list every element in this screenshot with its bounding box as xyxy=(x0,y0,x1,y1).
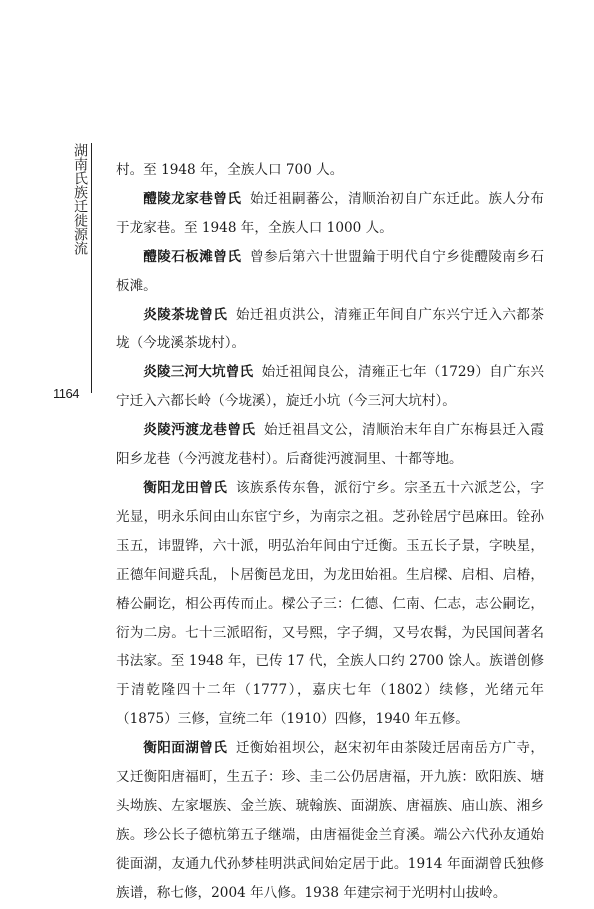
paragraph-shibantan xyxy=(116,243,544,301)
paragraph-text: 始迁祖昌文公，清顺治末年自广东梅县迁入霞阳乡龙巷（今沔渡龙巷村）。后裔徙沔渡洞里、十都等地。 xyxy=(116,422,544,468)
clan-heading: 醴陵龙家巷曾氏 xyxy=(143,190,242,207)
clan-heading: 炎陵沔渡龙巷曾氏 xyxy=(143,422,256,439)
paragraph-continued xyxy=(116,156,544,185)
paragraph-text: 始迁祖闻良公，清雍正七年（1729）自广东兴宁迁入六都长岭（今垅溪），旋迁小坑（今三河大坑村）。 xyxy=(116,364,545,410)
page-number: 1164 xyxy=(53,386,79,401)
paragraph-text: 始迁祖贞洪公，清雍正年间自广东兴宁迁入六都茶垅（今垅溪茶垅村）。 xyxy=(116,306,544,352)
clan-heading: 衡阳面湖曾氏 xyxy=(143,740,228,757)
paragraph-sanhe-dakeng xyxy=(116,358,544,416)
clan-heading: 衡阳龙田曾氏 xyxy=(143,479,228,496)
body-text xyxy=(116,156,544,908)
paragraph-text: 该族系传东鲁，派衍宁乡。宗圣五十六派芝公，字光显，明永乐间由山东宦宁乡，为南宗之祖。芝孙铨居宁邑麻田。铨孙玉五，讳盟铧，六十派，明弘治年间由宁迁衡。玉五长子景，字映星，正德年间避兵乱，卜居衡邑龙田，为龙田始祖。生启樑、启相、启椿，椿公嗣讫，相公再传而止。樑公子三：仁德、仁南、仁志，志公嗣讫，衍为二房。七十三派昭衔，又号熙，字子绸，又号农髯，为民国间著名书法家。至 1948 年，已传 17 代，全族人口约 2700 馀人。族谱创修于清乾隆四十二年（1777），嘉庆七年（1802）续修，光绪元年（1875）三修，宣统二年（1910）四修，1940 年五修。 xyxy=(116,479,544,728)
paragraph-text: 村。至 1948 年，全族人口 700 人。 xyxy=(116,162,344,178)
paragraph-text: 始迁祖嗣蕃公，清顺治初自广东迁此。族人分布于龙家巷。至 1948 年，全族人口 1000 人。 xyxy=(116,190,545,236)
paragraph-chalong xyxy=(116,301,544,359)
paragraph-miandu-longxiang xyxy=(116,416,544,474)
paragraph-lijia-xiang xyxy=(116,185,544,243)
paragraph-longtian xyxy=(116,474,544,734)
paragraph-text: 曾参后第六十世盟錀于明代自宁乡徙醴陵南乡石板滩。 xyxy=(116,248,545,294)
clan-heading: 炎陵三河大坑曾氏 xyxy=(143,364,254,381)
clan-heading: 醴陵石板滩曾氏 xyxy=(143,248,242,265)
paragraph-text: 迁衡始祖坝公，赵宋初年由茶陵迁居南岳方广寺，又迁衡阳唐福町，生五子：珍、圭二公仍居唐福，开九族：欧阳族、塘头坳族、左家堰族、金兰族、琥翰族、面湖族、唐福族、庙山族、湘乡族。珍公长子德杭第五子继端，由唐福徙金兰育溪。端公六代孙友通始徙面湖，友通九代孙梦桂明洪武间始定居于此。1914 年面湖曾氏独修族谱，称七修，2004 年八修。1938 年建宗祠于光明村山拔岭。 xyxy=(116,740,544,901)
clan-heading: 炎陵茶垅曾氏 xyxy=(143,306,228,323)
paragraph-mianhu xyxy=(116,734,544,907)
margin-rule xyxy=(91,143,92,393)
running-title: 湖南氏族迁徙源流 xyxy=(72,143,88,255)
